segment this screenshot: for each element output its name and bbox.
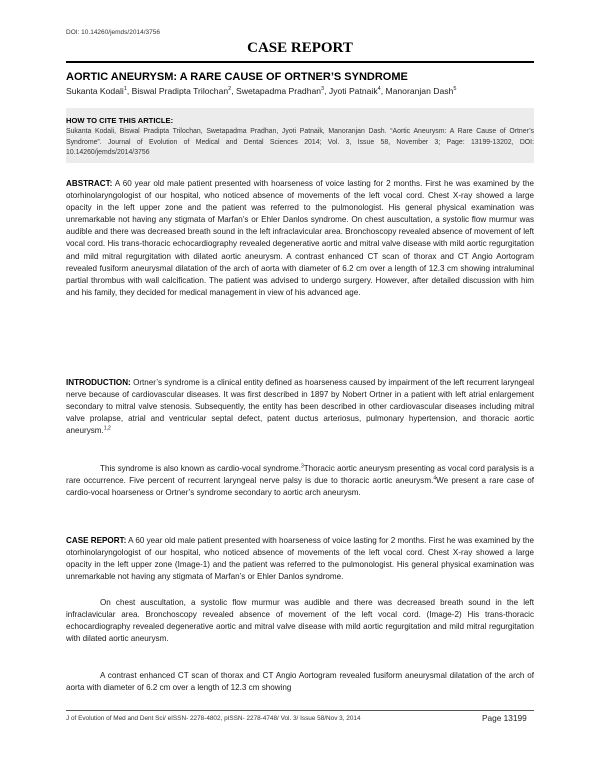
author-name: Sukanta Kodali — [66, 86, 124, 96]
citation-ref: 1,2 — [103, 425, 111, 432]
introduction-p2-sentence: We present a rare case of cardio-vocal hoarseness or Ortner’s syndrome secondary to aortic arch aneurysm. — [66, 476, 534, 498]
footer-journal-info: J of Evolution of Med and Dent Sci/ eISSN- 2278-4802, pISSN- 2278-4748/ Vol. 3/ Issue 58/Nov 3, 2014 — [66, 715, 361, 722]
citation-ref: 4 — [433, 475, 437, 482]
case-report-p1: A 60 year old male patient presented with hoarseness of voice lasting for 2 months. First he was examined by the otorhinolaryngologist of our hospital, who noticed absence of movements of the left vocal cord. Chest X-ray showed a large opacity in the left upper zone (Image-1) and the patient was referred to the pulmonologist. His general physical examination was unremarkable not having any stigmata of Marfan’s or Ehler Danlos syndrome. — [66, 536, 534, 582]
author-name: Swetapadma Pradhan — [236, 86, 322, 96]
author-list: Sukanta Kodali$^1$, Biswal Pradipta Trilochan$^2$, Swetapadma Pradhan$^3$, Jyoti Patnaik$^4$, Manoranjan Dash$^5$ — [66, 86, 457, 96]
abstract-section — [66, 178, 534, 299]
case-report-p3-text: A contrast enhanced CT scan of thorax and CT Angio Aortogram revealed fusiform aneurysmal dilatation of the arch of aorta with diameter of 6.2 cm over a length of 12.3 cm showing — [66, 671, 534, 693]
citation-heading: HOW TO CITE THIS ARTICLE: — [66, 116, 174, 125]
introduction-p2 — [66, 463, 534, 499]
article-title: AORTIC ANEURYSM: A RARE CAUSE OF ORTNER’S SYNDROME — [66, 71, 408, 83]
citation-text: Sukanta Kodali, Biswal Pradipta Trilochan, Swetapadma Pradhan, Jyoti Patnaik, Manoranjan Dash. “Aortic Aneurysm: A Rare Cause of Ortner’s Syndrome”. Journal of Evolution of Medical and Dental Sciences 2014; Vol. 3, Issue 58, November 3; Page: 13199-13202, DOI: 10.14260/jemds/2014/3756 — [66, 128, 534, 156]
introduction-p2-sentence: Thoracic aortic aneurysm presenting as vocal cord paralysis is a rare occurrence. Five percent of recurrent laryngeal nerve palsy is due to thoracic aortic aneurysm. — [66, 464, 535, 486]
author-affiliation: 4 — [377, 86, 381, 93]
header-divider — [66, 61, 534, 63]
author-affiliation: 2 — [228, 86, 232, 93]
author-affiliation: 1 — [123, 86, 127, 93]
author-name: Biswal Pradipta Trilochan — [131, 86, 229, 96]
author-affiliation: 3 — [321, 86, 325, 93]
case-report-heading: CASE REPORT: — [66, 536, 127, 545]
case-report-p3 — [66, 670, 534, 694]
page-number: Page 13199 — [482, 713, 527, 723]
section-title: CASE REPORT — [247, 40, 353, 56]
doi-header: DOI: 10.14260/jemds/2014/3756 — [66, 29, 160, 36]
case-report-p2-text: On chest auscultation, a systolic flow murmur was audible and there was decreased breath sound in the left infraclavicular area. Bronchoscopy revealed absence of movement of the left vocal cord. (Image-2) His trans-thoracic echocardiography revealed degenerative aortic and mitral valve disease with mild aortic regurgitation and mild mitral regurgitation with dilated aortic aneurysm. — [66, 598, 534, 644]
case-report-section — [66, 535, 534, 583]
introduction-heading: INTRODUCTION: — [66, 378, 131, 387]
citation-ref: 3 — [300, 463, 304, 470]
abstract-heading: ABSTRACT: — [66, 179, 113, 188]
footer-divider — [66, 710, 534, 711]
author-name: Jyoti Patnaik — [328, 86, 378, 96]
introduction-section — [66, 377, 534, 437]
author-name: Manoranjan Dash — [385, 86, 454, 96]
introduction-p2-sentence: This syndrome is also known as cardio-vocal syndrome. — [100, 464, 301, 473]
introduction-p1: Ortner’s syndrome is a clinical entity defined as hoarseness caused by impairment of the left recurrent laryngeal nerve because of cardiovascular diseases. It was first described in 1897 by Nobert Ortner in a patient with left atrial enlargement secondary to mitral valve stenosis. Subsequently, the entity has been described in other cardiovascular diseases including mitral valve prolapse, atrial and ventricular septal defect, patent ductus arteriosus, pulmonary hypertension, and thoracic aortic aneurysm. — [66, 378, 535, 436]
case-report-p2 — [66, 597, 534, 645]
abstract-text: A 60 year old male patient presented with hoarseness of voice lasting for 2 months. First he was examined by the otorhinolaryngologist of our hospital, who noticed absence of movements of the left vocal cord. Chest X-ray showed a large opacity in the left upper zone and the patient was referred to the pulmonologist. His general physical examination was unremarkable not having any stigmata of Marfan’s or Ehler Danlos syndrome. On chest auscultation, a systolic flow murmur was audible and there was decreased breath sound in the left infraclavicular area. Bronchoscopy revealed absence of movement of left vocal cord. His trans-thoracic echocardiography revealed degenerative aortic and mitral valve disease with mild aortic regurgitation and mild mitral regurgitation with dilated aortic aneurysm. A contrast enhanced CT scan of thorax and CT Angio Aortogram revealed fusiform aneurysmal dilatation of the arch of aorta with diameter of 6.2 cm over a length of 12.3 cm showing intraluminal partial thrombus with wall calcification. The patient was advised to undergo surgery. However, after detailed discussion with him and his family, they decided for medical management in view of his advanced age. — [66, 179, 534, 297]
author-affiliation: 5 — [453, 86, 457, 93]
